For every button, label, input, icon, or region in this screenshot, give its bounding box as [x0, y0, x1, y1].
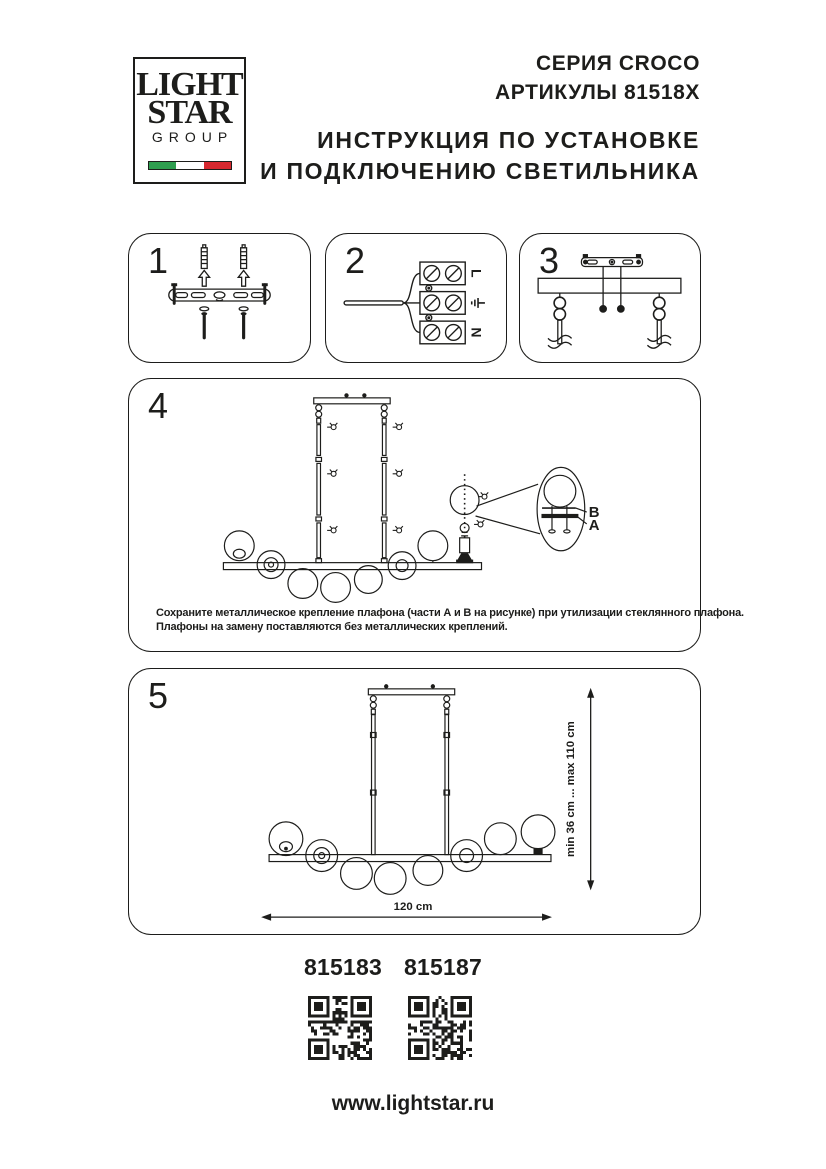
suspension-rod-icon — [548, 293, 572, 348]
part-label-a: A — [588, 517, 600, 534]
step-5-dimensions-diagram — [129, 669, 700, 934]
step-4-panel — [128, 378, 744, 652]
italian-flag-icon — [148, 161, 232, 170]
qr-figure-815187 — [404, 954, 482, 1065]
logo-wordmark — [135, 66, 244, 131]
mounting-bar — [169, 289, 270, 301]
logo-line-group: GROUP — [151, 129, 234, 145]
logo-line-star: STAR — [147, 94, 232, 131]
step-2-wiring-diagram — [326, 234, 506, 362]
retention-note-line2: Плафоны на замену поставляются без металлических креплений. — [156, 620, 508, 633]
website-url: www.lightstar.ru — [331, 1092, 495, 1115]
qr-figure-815183 — [304, 954, 382, 1065]
canopy — [314, 398, 390, 404]
height-dimension-arrow — [587, 688, 594, 890]
fixture-bar — [223, 563, 481, 570]
qr-code-icon — [308, 996, 372, 1060]
supply-cable — [344, 301, 403, 305]
lightstar-logo — [133, 57, 246, 184]
step-1-mounting-bracket-diagram — [129, 234, 310, 362]
logo-line-light: LIGHT — [136, 66, 243, 103]
step-2-panel — [325, 233, 507, 363]
articles-title: АРТИКУЛЫ 81518X — [495, 81, 700, 104]
up-arrow-icon — [199, 270, 249, 286]
suspension-rods — [371, 715, 450, 855]
instruction-title-line1: ИНСТРУКЦИЯ ПО УСТАНОВКЕ — [317, 127, 700, 153]
wires — [403, 273, 420, 332]
retention-note — [156, 607, 744, 634]
drop-cords — [600, 266, 624, 312]
fixing-screw-icon — [201, 312, 246, 339]
step-3-number: 3 — [539, 240, 560, 281]
step-1-panel — [128, 233, 311, 363]
suspension-rod-icon — [647, 293, 671, 348]
width-dimension-label: 120 cm — [393, 901, 433, 914]
rod-segments — [316, 425, 387, 563]
step-3-panel — [519, 233, 701, 363]
instruction-title-line2: И ПОДКЛЮЧЕНИЮ СВЕТИЛЬНИКА — [260, 158, 700, 184]
terminal-block-icon — [420, 262, 465, 344]
ground-symbol-icon — [472, 298, 485, 308]
step-2-number: 2 — [345, 240, 366, 281]
ceiling-bracket — [581, 255, 642, 267]
retention-note-line1: Сохраните металлическое крепление плафона (части А и В на рисунке) при утилизации стеклянного плафона. — [156, 607, 744, 619]
step-1-number: 1 — [148, 240, 169, 281]
detail-callout — [476, 467, 587, 550]
width-dimension-arrow — [261, 914, 552, 921]
turnbuckle-icon — [316, 405, 387, 423]
glass-globes — [224, 531, 447, 602]
turnbuckle-icon — [370, 696, 449, 714]
step-5-number: 5 — [148, 675, 169, 716]
series-title: СЕРИЯ CROCO — [536, 52, 700, 75]
header — [260, 49, 700, 187]
socket — [460, 538, 470, 553]
terminal-label-neutral: N — [468, 327, 484, 338]
article-number: 815183 — [304, 954, 382, 980]
qr-code-icon — [408, 996, 472, 1060]
part-label-b: B — [588, 504, 600, 521]
article-number: 815187 — [404, 954, 482, 980]
height-dimension-label: min 36 cm ... max 110 cm — [564, 721, 577, 857]
wall-dowel-icon — [201, 245, 246, 269]
canopy — [368, 689, 454, 695]
wing-screw-icon — [327, 423, 403, 533]
terminal-label-live: L — [468, 269, 484, 278]
suspension-beam — [538, 278, 681, 293]
end-screw-icon — [171, 283, 267, 305]
step-5-panel — [128, 668, 701, 935]
fixture-bar — [269, 855, 551, 862]
step-3-hanging-diagram — [520, 234, 700, 362]
step-4-number: 4 — [148, 385, 169, 426]
